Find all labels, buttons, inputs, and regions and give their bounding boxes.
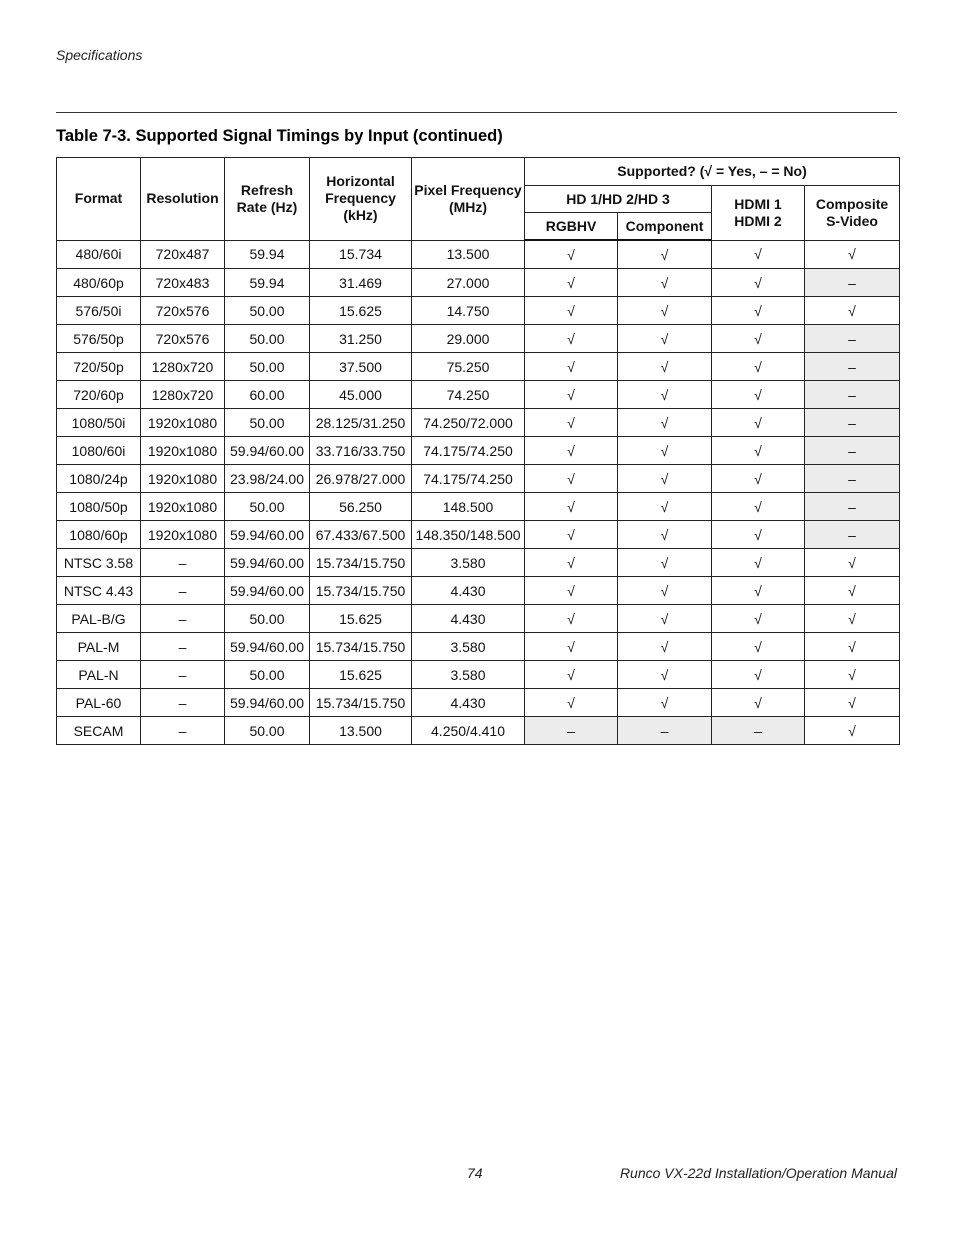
- refresh-header-line1: Refresh: [240, 181, 294, 198]
- cell-resolution: 1920x1080: [141, 465, 225, 493]
- cell-refresh: 50.00: [225, 661, 310, 689]
- header-row-1: [57, 158, 900, 186]
- cell-format: PAL-M: [57, 633, 141, 661]
- cell-component: √: [618, 437, 712, 465]
- cell-composite: –: [805, 353, 900, 381]
- cell-horizontal: 26.978/27.000: [310, 465, 412, 493]
- cell-hdmi: √: [712, 325, 805, 353]
- cell-resolution: 720x487: [141, 240, 225, 269]
- cell-refresh: 23.98/24.00: [225, 465, 310, 493]
- cell-refresh: 60.00: [225, 381, 310, 409]
- cell-component: √: [618, 661, 712, 689]
- cell-refresh: 50.00: [225, 717, 310, 745]
- cell-composite: √: [805, 240, 900, 269]
- cell-format: NTSC 4.43: [57, 577, 141, 605]
- cell-component: √: [618, 689, 712, 717]
- cell-rgbhv: √: [525, 465, 618, 493]
- cell-pixel: 148.500: [412, 493, 525, 521]
- cell-rgbhv: √: [525, 269, 618, 297]
- cell-pixel: 148.350/148.500: [412, 521, 525, 549]
- cell-horizontal: 67.433/67.500: [310, 521, 412, 549]
- cell-format: 480/60p: [57, 269, 141, 297]
- cell-pixel: 3.580: [412, 549, 525, 577]
- cell-resolution: –: [141, 549, 225, 577]
- cell-refresh: 59.94/60.00: [225, 577, 310, 605]
- cell-resolution: 1280x720: [141, 381, 225, 409]
- header-rule: [56, 112, 897, 113]
- cell-component: √: [618, 353, 712, 381]
- table-row: [57, 381, 900, 409]
- cell-hdmi: √: [712, 577, 805, 605]
- horizontal-header-line2: Frequency: [325, 190, 396, 207]
- manual-title: Runco VX-22d Installation/Operation Manual: [619, 1165, 897, 1181]
- composite-header-line2: S-Video: [826, 212, 878, 229]
- table-row: [57, 605, 900, 633]
- cell-composite: –: [805, 325, 900, 353]
- cell-refresh: 59.94/60.00: [225, 521, 310, 549]
- cell-hdmi: √: [712, 689, 805, 717]
- cell-rgbhv: √: [525, 409, 618, 437]
- cell-resolution: 1280x720: [141, 353, 225, 381]
- cell-resolution: 1920x1080: [141, 437, 225, 465]
- cell-resolution: 1920x1080: [141, 493, 225, 521]
- cell-pixel: 74.250: [412, 381, 525, 409]
- cell-rgbhv: √: [525, 633, 618, 661]
- table-row: [57, 661, 900, 689]
- col-hdmi-header: [712, 186, 805, 241]
- col-pixel-header: [412, 158, 525, 241]
- cell-pixel: 75.250: [412, 353, 525, 381]
- pixel-header-line1: Pixel Frequency: [414, 181, 522, 198]
- cell-pixel: 74.250/72.000: [412, 409, 525, 437]
- refresh-header-line2: Rate (Hz): [236, 198, 298, 215]
- cell-composite: √: [805, 549, 900, 577]
- cell-refresh: 50.00: [225, 353, 310, 381]
- cell-component: √: [618, 409, 712, 437]
- cell-horizontal: 15.625: [310, 297, 412, 325]
- cell-refresh: 59.94: [225, 269, 310, 297]
- cell-horizontal: 15.734/15.750: [310, 633, 412, 661]
- supported-group-header: Supported? (√ = Yes, – = No): [525, 158, 900, 186]
- cell-hdmi: √: [712, 549, 805, 577]
- cell-refresh: 59.94/60.00: [225, 549, 310, 577]
- hdmi-header-line1: HDMI 1: [734, 195, 782, 212]
- cell-horizontal: 28.125/31.250: [310, 409, 412, 437]
- cell-format: 720/50p: [57, 353, 141, 381]
- cell-composite: √: [805, 717, 900, 745]
- cell-horizontal: 15.734/15.750: [310, 689, 412, 717]
- cell-composite: √: [805, 689, 900, 717]
- hd-group-header: HD 1/HD 2/HD 3: [525, 186, 712, 213]
- cell-refresh: 50.00: [225, 493, 310, 521]
- col-format-header: Format: [57, 158, 141, 241]
- cell-format: 1080/50i: [57, 409, 141, 437]
- cell-resolution: 1920x1080: [141, 521, 225, 549]
- cell-horizontal: 33.716/33.750: [310, 437, 412, 465]
- table-row: [57, 409, 900, 437]
- col-horizontal-header: [310, 158, 412, 241]
- cell-refresh: 50.00: [225, 325, 310, 353]
- cell-pixel: 29.000: [412, 325, 525, 353]
- cell-horizontal: 15.734/15.750: [310, 549, 412, 577]
- cell-resolution: 720x483: [141, 269, 225, 297]
- pixel-header-line2: (MHz): [448, 198, 488, 215]
- cell-rgbhv: √: [525, 689, 618, 717]
- cell-refresh: 59.94: [225, 240, 310, 269]
- col-rgbhv-header: RGBHV: [525, 213, 618, 241]
- cell-refresh: 50.00: [225, 409, 310, 437]
- cell-horizontal: 31.250: [310, 325, 412, 353]
- cell-hdmi: √: [712, 521, 805, 549]
- composite-header-line1: Composite: [815, 195, 889, 212]
- table-row: [57, 577, 900, 605]
- signal-timings-table: [56, 157, 900, 745]
- cell-composite: –: [805, 465, 900, 493]
- cell-format: 576/50p: [57, 325, 141, 353]
- cell-hdmi: √: [712, 409, 805, 437]
- cell-format: NTSC 3.58: [57, 549, 141, 577]
- table-row: [57, 521, 900, 549]
- cell-composite: √: [805, 577, 900, 605]
- cell-component: √: [618, 381, 712, 409]
- cell-composite: –: [805, 269, 900, 297]
- table-row: [57, 717, 900, 745]
- cell-format: 720/60p: [57, 381, 141, 409]
- cell-rgbhv: √: [525, 325, 618, 353]
- cell-pixel: 27.000: [412, 269, 525, 297]
- cell-pixel: 4.430: [412, 577, 525, 605]
- cell-format: 1080/24p: [57, 465, 141, 493]
- cell-pixel: 4.250/4.410: [412, 717, 525, 745]
- cell-resolution: 1920x1080: [141, 409, 225, 437]
- cell-component: √: [618, 269, 712, 297]
- cell-composite: √: [805, 297, 900, 325]
- cell-component: √: [618, 521, 712, 549]
- cell-rgbhv: √: [525, 381, 618, 409]
- cell-component: √: [618, 577, 712, 605]
- cell-horizontal: 37.500: [310, 353, 412, 381]
- cell-resolution: –: [141, 689, 225, 717]
- table-row: [57, 269, 900, 297]
- cell-pixel: 74.175/74.250: [412, 437, 525, 465]
- cell-horizontal: 45.000: [310, 381, 412, 409]
- cell-horizontal: 15.734: [310, 240, 412, 269]
- col-composite-header: [805, 186, 900, 241]
- cell-hdmi: √: [712, 297, 805, 325]
- cell-resolution: –: [141, 577, 225, 605]
- cell-component: –: [618, 717, 712, 745]
- cell-format: 1080/60p: [57, 521, 141, 549]
- cell-resolution: –: [141, 717, 225, 745]
- cell-format: PAL-N: [57, 661, 141, 689]
- cell-pixel: 74.175/74.250: [412, 465, 525, 493]
- cell-rgbhv: √: [525, 297, 618, 325]
- cell-hdmi: √: [712, 493, 805, 521]
- cell-horizontal: 15.625: [310, 661, 412, 689]
- table-body: [57, 240, 900, 745]
- table-row: [57, 465, 900, 493]
- cell-composite: –: [805, 409, 900, 437]
- cell-hdmi: √: [712, 381, 805, 409]
- table-row: [57, 493, 900, 521]
- cell-rgbhv: √: [525, 437, 618, 465]
- cell-hdmi: √: [712, 661, 805, 689]
- cell-hdmi: √: [712, 465, 805, 493]
- cell-pixel: 4.430: [412, 605, 525, 633]
- cell-format: SECAM: [57, 717, 141, 745]
- cell-hdmi: –: [712, 717, 805, 745]
- cell-horizontal: 13.500: [310, 717, 412, 745]
- cell-hdmi: √: [712, 437, 805, 465]
- cell-composite: –: [805, 493, 900, 521]
- cell-component: √: [618, 465, 712, 493]
- cell-refresh: 59.94/60.00: [225, 633, 310, 661]
- cell-component: √: [618, 297, 712, 325]
- cell-composite: –: [805, 381, 900, 409]
- cell-format: PAL-B/G: [57, 605, 141, 633]
- cell-refresh: 59.94/60.00: [225, 437, 310, 465]
- cell-component: √: [618, 633, 712, 661]
- cell-horizontal: 15.625: [310, 605, 412, 633]
- cell-rgbhv: √: [525, 605, 618, 633]
- cell-pixel: 13.500: [412, 240, 525, 269]
- hdmi-header-line2: HDMI 2: [734, 212, 782, 229]
- cell-pixel: 3.580: [412, 661, 525, 689]
- cell-format: PAL-60: [57, 689, 141, 717]
- cell-hdmi: √: [712, 240, 805, 269]
- cell-resolution: –: [141, 605, 225, 633]
- cell-pixel: 4.430: [412, 689, 525, 717]
- col-refresh-header: [225, 158, 310, 241]
- cell-horizontal: 56.250: [310, 493, 412, 521]
- table-row: [57, 549, 900, 577]
- cell-rgbhv: √: [525, 493, 618, 521]
- cell-component: √: [618, 549, 712, 577]
- cell-composite: √: [805, 605, 900, 633]
- cell-composite: –: [805, 437, 900, 465]
- cell-component: √: [618, 605, 712, 633]
- table-row: [57, 240, 900, 269]
- cell-refresh: 50.00: [225, 297, 310, 325]
- cell-rgbhv: √: [525, 577, 618, 605]
- cell-hdmi: √: [712, 353, 805, 381]
- cell-component: √: [618, 325, 712, 353]
- cell-rgbhv: √: [525, 521, 618, 549]
- cell-resolution: 720x576: [141, 325, 225, 353]
- table-row: [57, 353, 900, 381]
- cell-resolution: –: [141, 661, 225, 689]
- cell-composite: √: [805, 633, 900, 661]
- cell-format: 1080/60i: [57, 437, 141, 465]
- cell-rgbhv: √: [525, 353, 618, 381]
- col-resolution-header: Resolution: [141, 158, 225, 241]
- cell-horizontal: 31.469: [310, 269, 412, 297]
- cell-horizontal: 15.734/15.750: [310, 577, 412, 605]
- cell-rgbhv: –: [525, 717, 618, 745]
- page-number: 74: [467, 1165, 483, 1181]
- cell-format: 480/60i: [57, 240, 141, 269]
- cell-refresh: 50.00: [225, 605, 310, 633]
- horizontal-header-line3: (kHz): [343, 207, 378, 224]
- cell-hdmi: √: [712, 605, 805, 633]
- cell-refresh: 59.94/60.00: [225, 689, 310, 717]
- table-row: [57, 633, 900, 661]
- cell-hdmi: √: [712, 633, 805, 661]
- running-head: Specifications: [56, 47, 143, 63]
- table-row: [57, 437, 900, 465]
- table-row: [57, 297, 900, 325]
- cell-rgbhv: √: [525, 549, 618, 577]
- cell-format: 576/50i: [57, 297, 141, 325]
- cell-resolution: 720x576: [141, 297, 225, 325]
- cell-rgbhv: √: [525, 240, 618, 269]
- table-row: [57, 689, 900, 717]
- cell-composite: √: [805, 661, 900, 689]
- cell-component: √: [618, 240, 712, 269]
- cell-hdmi: √: [712, 269, 805, 297]
- cell-pixel: 14.750: [412, 297, 525, 325]
- cell-rgbhv: √: [525, 661, 618, 689]
- table-row: [57, 325, 900, 353]
- cell-resolution: –: [141, 633, 225, 661]
- table-caption: Table 7-3. Supported Signal Timings by Input (continued): [56, 127, 503, 145]
- cell-composite: –: [805, 521, 900, 549]
- col-component-header: Component: [618, 213, 712, 241]
- cell-format: 1080/50p: [57, 493, 141, 521]
- cell-component: √: [618, 493, 712, 521]
- horizontal-header-line1: Horizontal: [326, 173, 395, 190]
- cell-pixel: 3.580: [412, 633, 525, 661]
